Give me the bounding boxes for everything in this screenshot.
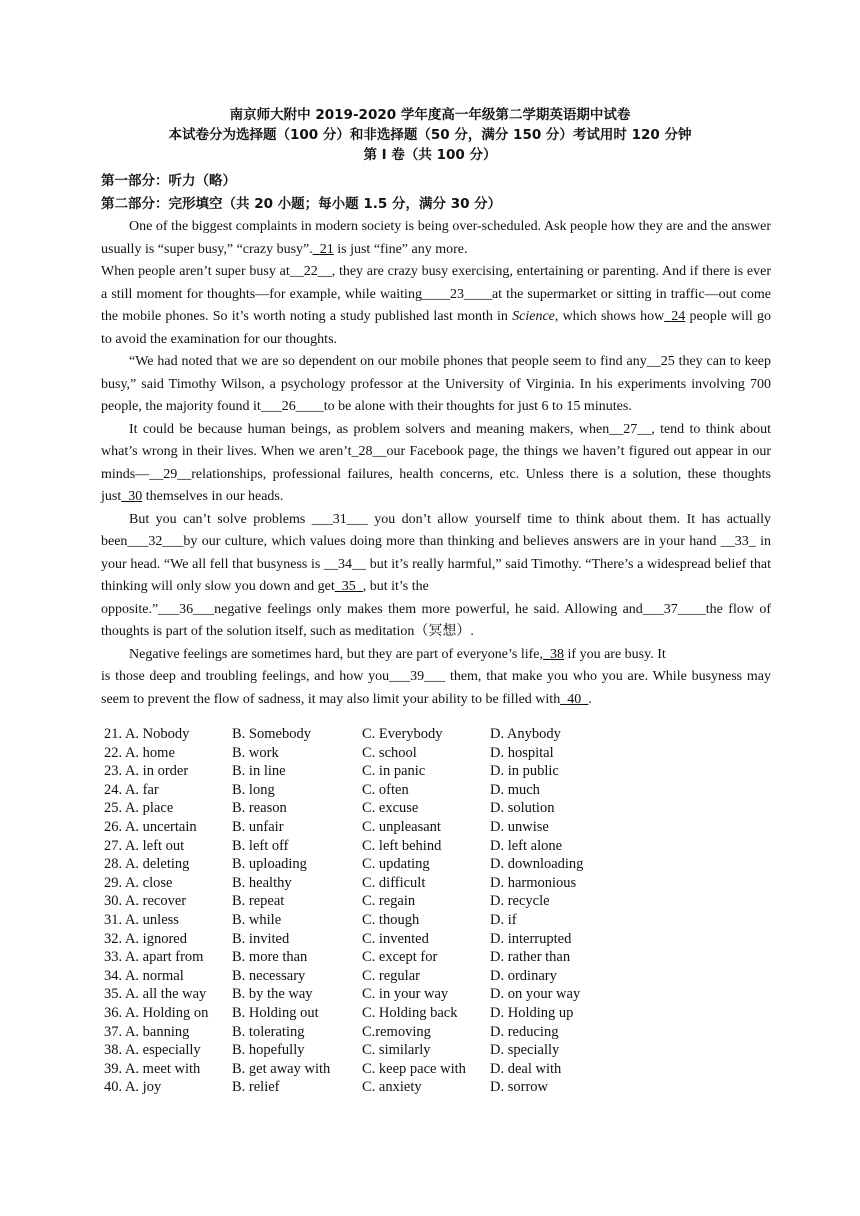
option-a: 21. A. Nobody xyxy=(104,726,190,742)
option-b: B. in line xyxy=(232,763,286,780)
passage-paragraph-5 xyxy=(101,509,771,599)
option-b: B. tolerating xyxy=(232,1023,305,1040)
option-a: 31. A. unless xyxy=(104,911,179,928)
option-b: B. healthy xyxy=(232,874,292,891)
option-d: D. deal with xyxy=(490,1060,562,1077)
option-d: D. reducing xyxy=(490,1023,559,1040)
question-row xyxy=(104,948,610,967)
passage-text: if you are busy. It xyxy=(564,646,666,662)
option-c: C. in panic xyxy=(362,763,426,780)
option-b: B. invited xyxy=(232,930,290,947)
question-row xyxy=(104,967,610,986)
option-c: C. though xyxy=(362,911,420,928)
option-c: C. difficult xyxy=(362,874,426,891)
passage-text: themselves in our heads. xyxy=(142,489,284,504)
option-c: C. keep pace with xyxy=(362,1060,466,1077)
option-b: B. get away with xyxy=(232,1060,331,1077)
option-a: 29. A. close xyxy=(104,874,173,891)
option-b: B. left off xyxy=(232,837,289,854)
question-row xyxy=(104,855,610,874)
passage-text: is those deep and troubling feelings, and how you___39___ them, that make you who you are. While busyness may seem to prevent the flow of sadness, it may also limit your ability to be filled with xyxy=(101,669,771,707)
passage-text: , but it’s the xyxy=(362,579,429,594)
passage-text: Negative feelings are sometimes hard, but they are part of everyone’s life, xyxy=(129,646,544,662)
option-c: C. left behind xyxy=(362,837,442,854)
cloze-passage xyxy=(101,216,771,711)
blank-38: _38 xyxy=(543,646,565,662)
option-b: B. work xyxy=(232,744,279,761)
option-b: B. Somebody xyxy=(232,726,311,742)
passage-text: , which shows how xyxy=(554,309,665,324)
passage-paragraph-3: “We had noted that we are so dependent on our mobile phones that people seem to find any__25 they can to keep busy,” said Timothy Wilson, a psychology professor at the University of Virginia. In his experiments involving 700 people, the majority found it___26____to be alone with their thoughts for just 6 to 15 minutes. xyxy=(101,354,771,414)
option-a: 27. A. left out xyxy=(104,837,185,854)
question-row xyxy=(104,1041,610,1060)
passage-text: is just “fine” any more. xyxy=(333,241,468,257)
question-row xyxy=(104,1060,610,1079)
passage-paragraph-2 xyxy=(101,261,771,351)
option-d: D. interrupted xyxy=(490,930,572,947)
option-a: 40. A. joy xyxy=(104,1079,162,1096)
option-a: 23. A. in order xyxy=(104,763,189,780)
option-d: D. ordinary xyxy=(490,967,557,984)
option-d: D. sorrow xyxy=(490,1079,548,1096)
option-b: B. more than xyxy=(232,949,308,966)
option-c: C. updating xyxy=(362,856,430,873)
option-b: B. repeat xyxy=(232,893,285,910)
option-c: C. school xyxy=(362,744,417,761)
option-a: 37. A. banning xyxy=(104,1023,190,1040)
exam-title: 南京师大附中 2019-2020 学年度高一年级第二学期英语期中试卷 xyxy=(229,107,631,123)
passage-text: . xyxy=(588,691,592,707)
option-b: B. reason xyxy=(232,800,287,817)
option-d: D. unwise xyxy=(490,818,549,835)
option-c: C. Everybody xyxy=(362,726,443,742)
option-c: C. regular xyxy=(362,967,420,984)
blank-40: _40_ xyxy=(560,691,589,707)
question-row xyxy=(104,985,610,1004)
option-d: D. harmonious xyxy=(490,874,577,891)
exam-header xyxy=(0,105,860,165)
question-row xyxy=(104,781,610,800)
option-b: B. by the way xyxy=(232,986,313,1003)
passage-text: When people aren’t super busy at__22__, they are crazy busy exercising, entertaining or parenting. And if there is ever a still moment for thoughts—for example, while waiting____23____at the supermarket or sitting in traffic—out come the mobile phones. So it’s worth noting a study published last month in xyxy=(101,264,771,324)
question-row xyxy=(104,1078,610,1097)
option-a: 33. A. apart from xyxy=(104,949,204,966)
question-row xyxy=(104,1023,610,1042)
option-d: D. much xyxy=(490,781,540,798)
option-a: 26. A. uncertain xyxy=(104,818,197,835)
question-row xyxy=(104,1004,610,1023)
option-c: C. invented xyxy=(362,930,429,947)
option-a: 24. A. far xyxy=(104,781,159,798)
option-c: C. often xyxy=(362,781,409,798)
option-d: D. left alone xyxy=(490,837,563,854)
question-row xyxy=(104,799,610,818)
option-d: D. solution xyxy=(490,800,555,817)
option-d: D. Holding up xyxy=(490,1004,574,1021)
option-c: C. Holding back xyxy=(362,1004,458,1021)
blank-24: _24 xyxy=(664,309,686,324)
passage-paragraph-6: opposite.”___36___negative feelings only makes them more powerful, he said. Allowing and___37____the flow of thoughts is part of the solution itself, such as meditation（冥想）. xyxy=(101,601,771,639)
option-b: B. uploading xyxy=(232,856,307,873)
option-a: 28. A. deleting xyxy=(104,856,190,873)
passage-paragraph-1 xyxy=(101,216,771,261)
option-d: D. in public xyxy=(490,763,559,780)
option-b: B. relief xyxy=(232,1079,280,1096)
option-b: B. long xyxy=(232,781,275,798)
option-a: 38. A. especially xyxy=(104,1042,201,1059)
option-b: B. Holding out xyxy=(232,1004,319,1021)
option-c: C. in your way xyxy=(362,986,449,1003)
section-listening-heading: 第一部分：听力（略） xyxy=(101,173,236,189)
passage-paragraph-7 xyxy=(101,644,771,667)
passage-text: One of the biggest complaints in modern society is being over-scheduled. Ask people how they are and the answer usually is “super busy,” “crazy busy”. xyxy=(101,219,771,257)
blank-30: _30 xyxy=(121,489,143,504)
question-row xyxy=(104,762,610,781)
option-a: 32. A. ignored xyxy=(104,930,187,947)
option-a: 34. A. normal xyxy=(104,967,184,984)
passage-text: people will go to avoid the examination for our thoughts. xyxy=(101,309,771,347)
option-c: C. unpleasant xyxy=(362,818,441,835)
question-row xyxy=(104,892,610,911)
volume-heading: 第 I 卷（共 100 分） xyxy=(363,147,497,163)
option-d: D. recycle xyxy=(490,893,550,910)
question-row xyxy=(104,818,610,837)
passage-text: But you can’t solve problems ___31___ you don’t allow yourself time to think about them. It has actually been___32___by our culture, which values doing more than thinking and believes answers are in your hand __33_ in your head. “We all fell that busyness is __34__ but it’s really harmful,” said Timothy. “There’s a widespread belief that thinking will only slow you down and get xyxy=(101,511,771,594)
option-d: D. Anybody xyxy=(490,726,561,742)
question-row xyxy=(104,930,610,949)
option-c: C. similarly xyxy=(362,1042,431,1059)
option-d: D. hospital xyxy=(490,744,554,761)
option-a: 30. A. recover xyxy=(104,893,187,910)
journal-name: Science xyxy=(512,309,555,324)
exam-subtitle: 本试卷分为选择题（100 分）和非选择题（50 分，满分 150 分）考试用时 120 分钟 xyxy=(168,127,692,143)
blank-21: _21 xyxy=(312,241,334,257)
option-c: C. excuse xyxy=(362,800,419,817)
option-b: B. necessary xyxy=(232,967,306,984)
option-d: D. on your way xyxy=(490,986,581,1003)
option-a: 35. A. all the way xyxy=(104,986,207,1003)
blank-35: _35_ xyxy=(334,579,363,594)
option-d: D. specially xyxy=(490,1042,560,1059)
passage-paragraph-4 xyxy=(101,419,771,509)
option-c: C.removing xyxy=(362,1023,431,1040)
option-c: C. anxiety xyxy=(362,1079,422,1096)
option-d: D. rather than xyxy=(490,949,571,966)
question-row xyxy=(104,837,610,856)
section-cloze-heading: 第二部分：完形填空（共 20 小题；每小题 1.5 分，满分 30 分） xyxy=(101,196,502,212)
question-row xyxy=(104,874,610,893)
question-row xyxy=(104,744,610,763)
option-b: B. unfair xyxy=(232,818,284,835)
option-a: 25. A. place xyxy=(104,800,174,817)
option-c: C. except for xyxy=(362,949,438,966)
question-row xyxy=(104,911,610,930)
option-d: D. downloading xyxy=(490,856,584,873)
option-c: C. regain xyxy=(362,893,416,910)
passage-paragraph-8 xyxy=(101,666,771,711)
option-d: D. if xyxy=(490,911,517,928)
passage-text: It could be because human beings, as problem solvers and meaning makers, when__27__, tend to think about what’s wrong in their lives. When we aren’t_28__our Facebook page, the things we haven’t figured out appear in our minds—__29__relationships, professional failures, health concerns, etc. Unless there is a solution, these thoughts just xyxy=(101,421,771,504)
question-row xyxy=(104,725,610,744)
answer-options-table xyxy=(104,725,610,1097)
option-b: B. while xyxy=(232,911,282,928)
option-b: B. hopefully xyxy=(232,1042,305,1059)
option-a: 36. A. Holding on xyxy=(104,1004,209,1021)
option-a: 22. A. home xyxy=(104,744,175,761)
option-a: 39. A. meet with xyxy=(104,1060,201,1077)
